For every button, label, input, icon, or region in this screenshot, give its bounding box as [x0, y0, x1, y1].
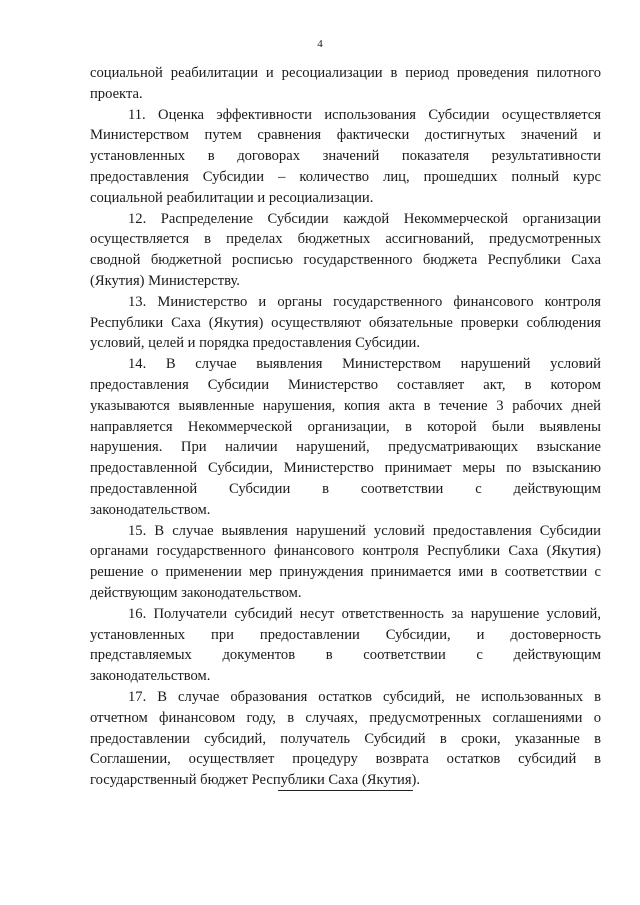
text-line: указываются выявленные нарушения, копия акта в течение 3 рабочих дней [90, 397, 601, 414]
text-line: условий, целей и порядка предоставления Субсидии. [90, 335, 420, 352]
text-line: социальной реабилитации и ресоциализации. [90, 189, 374, 206]
text-line: предоставленной Субсидии, Министерство принимает меры по взысканию [90, 460, 601, 477]
text-line: предоставлении субсидий, получатель Субсидий в сроки, указанные в [90, 730, 601, 747]
text-line: действующим законодательством. [90, 584, 302, 601]
text-line: Министерством путем сравнения фактически достигнутых значений и [90, 127, 601, 144]
text-line: осуществляется в пределах бюджетных ассигнований, предусмотренных [90, 231, 601, 248]
document-body [90, 63, 601, 791]
text-line: 11. Оценка эффективности использования Субсидии осуществляется [128, 106, 601, 123]
text-line: направляется Некоммерческой организации, в которой были выявлены [90, 418, 601, 435]
text-line: государственный бюджет Республики Саха (Якутия). [90, 772, 421, 789]
text-line: 14. В случае выявления Министерством нарушений условий [128, 356, 601, 373]
page-number: 4 [317, 38, 323, 50]
text-line: 13. Министерство и органы государственного финансового контроля [128, 293, 601, 310]
text-line: нарушения. При наличии нарушений, предусматривающих взыскание [90, 439, 601, 456]
closing-divider-line [278, 790, 413, 791]
text-line: законодательством. [90, 668, 211, 685]
text-line: Республики Саха (Якутия) осуществляют обязательные проверки соблюдения [90, 314, 601, 331]
text-line: 17. В случае образования остатков субсидий, не использованных в [128, 688, 601, 705]
text-line: предоставления Субсидии – количество лиц, прошедших полный курс [90, 168, 601, 185]
text-line: представляемых документов в соответствии с действующим [90, 647, 601, 664]
text-line: проекта. [90, 85, 143, 102]
text-line: установленных в договорах значений показателя результативности [90, 148, 601, 165]
text-line: законодательством. [90, 501, 211, 518]
text-line: Соглашении, осуществляет процедуру возврата остатков субсидий в [90, 751, 601, 768]
text-line: отчетном финансовом году, в случаях, предусмотренных соглашениями о [90, 709, 601, 726]
text-line: предоставления Субсидии Министерство составляет акт, в котором [90, 376, 601, 393]
text-line: (Якутия) Министерству. [90, 272, 240, 289]
text-line: 15. В случае выявления нарушений условий предоставления Субсидии [128, 522, 601, 539]
text-line: 12. Распределение Субсидии каждой Некоммерческой организации [128, 210, 601, 227]
text-line: сводной бюджетной росписью государственного бюджета Республики Саха [90, 252, 601, 269]
text-line: 16. Получатели субсидий несут ответственность за нарушение условий, [128, 605, 601, 622]
text-line: социальной реабилитации и ресоциализации в период проведения пилотного [90, 65, 601, 81]
text-line: решение о применении мер принуждения принимается ими в соответствии с [90, 564, 601, 581]
text-line: установленных при предоставлении Субсидии, и достоверность [90, 626, 601, 643]
text-line: органами государственного финансового контроля Республики Саха (Якутия) [90, 543, 601, 560]
text-line: предоставленной Субсидии в соответствии с действующим [90, 480, 601, 497]
